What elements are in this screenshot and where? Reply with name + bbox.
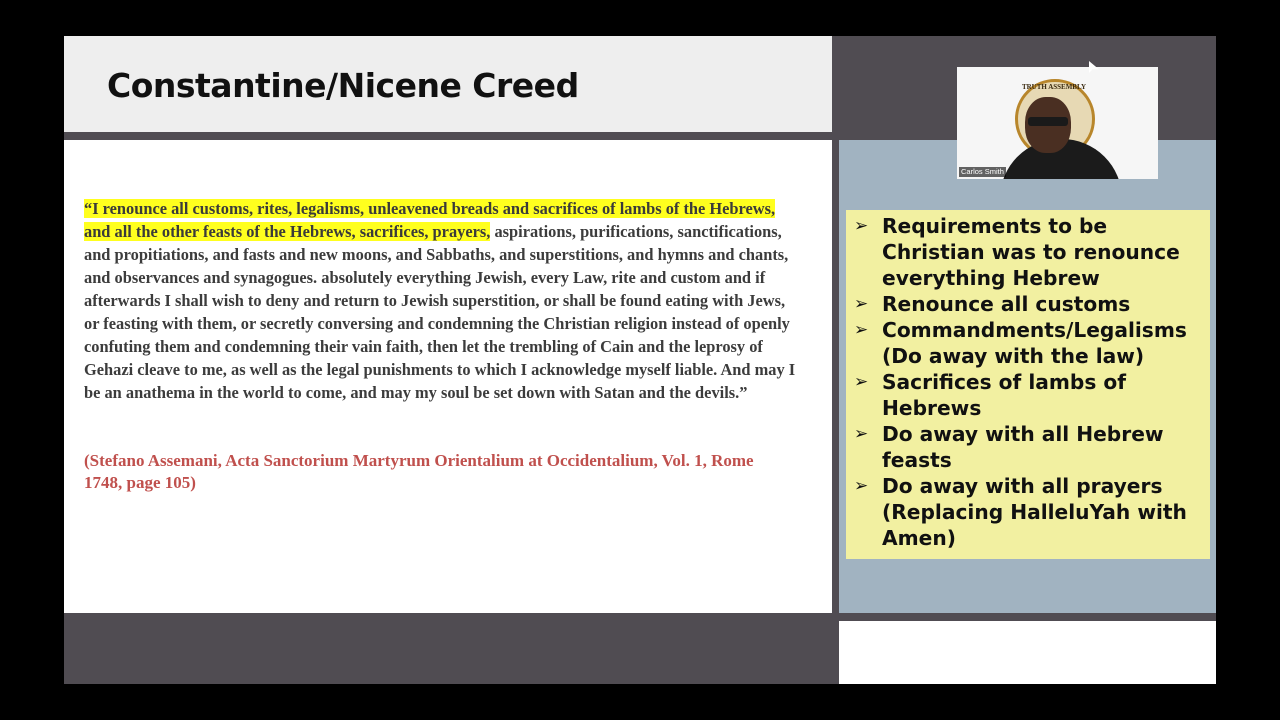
arrow-bullet-icon: ➢: [854, 372, 869, 392]
quote-rest: aspirations, purifications, sanctifications, and propitiations, and fasts and new moons, and Sabbaths, and superstitions, and hymns and chants, and observances and synagogues. absolutely everything Jewish, every Law, rite and custom and if afterwards I shall wish to deny and return to Jewish superstition, or shall be found eating with Jews, or feasting with them, or secretly conversing and condemning the Christian religion instead of openly confuting them and condemning their vain faith, then let the trembling of Cain and the leprosy of Gehazi cleave to me, as well as the legal punishments to which I acknowledge myself liable. And may I be an anathema in the world to come, and may my soul be set down with Satan and the devils.”: [84, 222, 796, 402]
arrow-bullet-icon: ➢: [854, 424, 869, 444]
logo-text: TRUTH ASSEMBLY: [1021, 83, 1087, 91]
glasses: [1028, 117, 1068, 126]
bullet-text: Renounce all customs: [882, 292, 1131, 316]
bullet-text: Requirements to be Christian was to renounce everything Hebrew: [882, 214, 1180, 290]
arrow-bullet-icon: ➢: [854, 216, 869, 236]
blank-panel: [839, 621, 1216, 684]
bullet-item: [854, 473, 1202, 551]
bullet-text: Sacrifices of lambs of Hebrews: [882, 370, 1127, 420]
bullet-item: [854, 369, 1202, 421]
quote-text: [84, 197, 800, 404]
bullet-text: Do away with all Hebrew feasts: [882, 422, 1164, 472]
participant-video[interactable]: [957, 67, 1158, 179]
participant-name-tag: Carlos Smith: [961, 167, 1004, 176]
quote-highlighted: “I renounce all customs, rites, legalisms, unleavened breads and sacrifices of lambs of the Hebrews, and all the other feasts of the Hebrews, sacrifices, prayers,: [84, 199, 776, 241]
arrow-bullet-icon: ➢: [854, 320, 869, 340]
bullet-list: [846, 210, 1210, 559]
citation-line-1: (Stefano Assemani, Acta Sanctorium Martyrum Orientalium at Occidentalium, Vol. 1, Rome: [84, 451, 754, 470]
arrow-bullet-icon: ➢: [854, 476, 869, 496]
arrow-bullet-icon: ➢: [854, 294, 869, 314]
bullet-text: Commandments/Legalisms (Do away with the law): [882, 318, 1187, 368]
bullet-item: [854, 421, 1202, 473]
bullet-item: [854, 317, 1202, 369]
citation-line-2: 1748, page 105): [84, 473, 196, 492]
bullet-item: [854, 213, 1202, 291]
slide-title: Constantine/Nicene Creed: [107, 66, 579, 105]
bullet-item: [854, 291, 1202, 317]
summary-panel: [839, 140, 1216, 613]
quote-panel: [64, 140, 832, 613]
title-band: [64, 36, 832, 132]
bullet-text: Do away with all prayers (Replacing HalleluYah with Amen): [882, 474, 1187, 550]
citation: [84, 450, 800, 494]
